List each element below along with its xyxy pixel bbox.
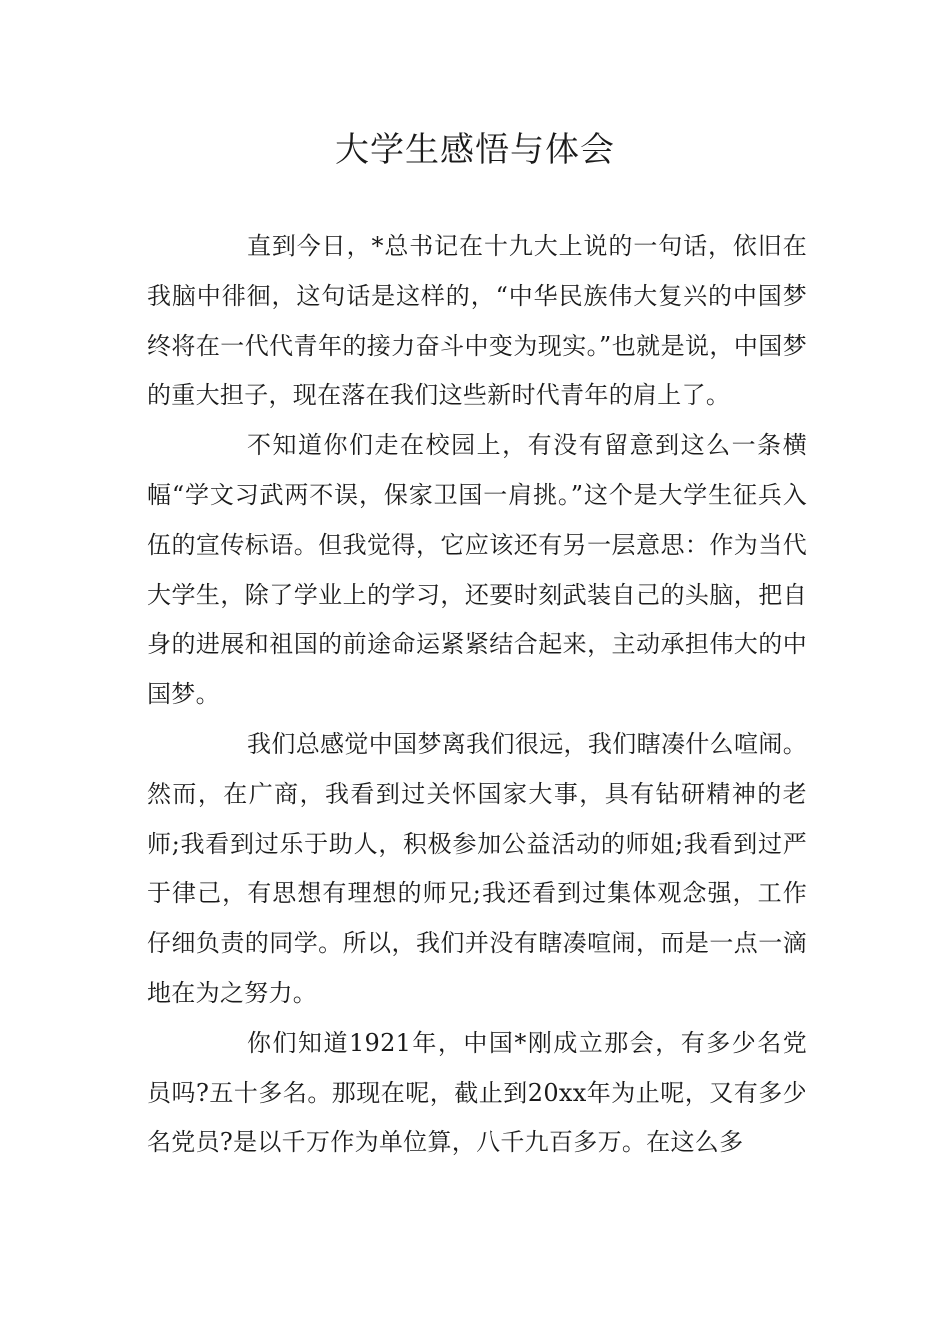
paragraph-3: 我们总感觉中国梦离我们很远，我们瞎凑什么喧闹。然而，在广商，我看到过关怀国家大事，具有钻研精神的老师;我看到过乐于助人，积极参加公益活动的师姐;我看到过严于律己，有思想有理想的师兄;我还看到过集体观念强，工作仔细负责的同学。所以，我们并没有瞎凑喧闹，而是一点一滴地在为之努力。 bbox=[147, 729, 807, 1007]
paragraph-2: 不知道你们走在校园上，有没有留意到这么一条横幅“学文习武两不误，保家卫国一肩挑。”这个是大学生征兵入伍的宣传标语。但我觉得，它应该还有另一层意思：作为当代大学生，除了学业上的学习，还要时刻武装自己的头脑，把自身的进展和祖国的前途命运紧紧结合起来，主动承担伟大的中国梦。 bbox=[147, 431, 807, 709]
paragraph-1: 直到今日，*总书记在十九大上说的一句话，依旧在我脑中徘徊，这句话是这样的，“中华民族伟大复兴的中国梦终将在一代代青年的接力奋斗中变为现实。”也就是说，中国梦的重大担子，现在落在我们这些新时代青年的肩上了。 bbox=[147, 232, 807, 410]
document-body bbox=[147, 222, 807, 1168]
document-title: 大学生感悟与体会 bbox=[335, 130, 615, 170]
paragraph-4: 你们知道1921年，中国*刚成立那会，有多少名党员吗?五十多名。那现在呢，截止到20xx年为止呢，又有多少名党员?是以千万作为单位算，八千九百多万。在这么多 bbox=[147, 1028, 807, 1157]
